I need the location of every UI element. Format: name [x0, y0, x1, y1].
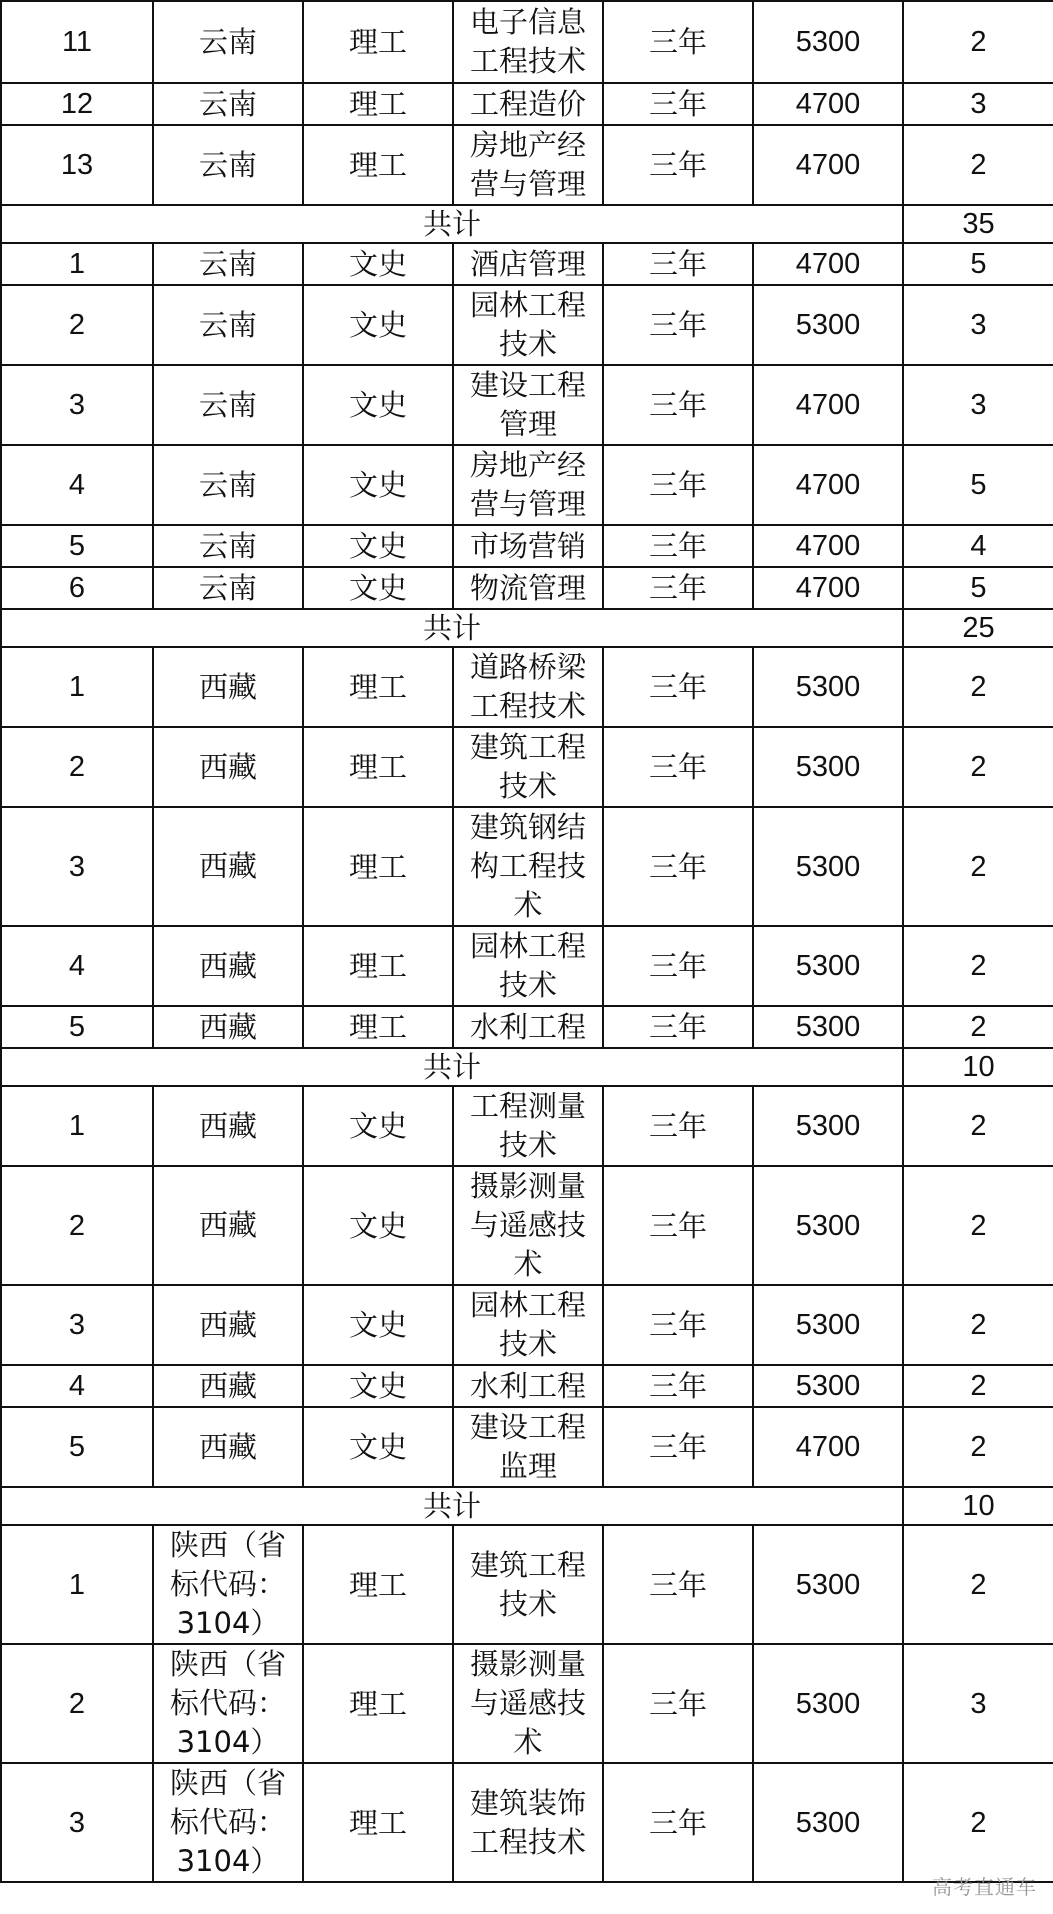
table-row — [1, 1086, 1053, 1166]
duration-cell: 三年 — [603, 727, 753, 807]
duration-cell: 三年 — [603, 567, 753, 609]
table-row — [1, 1525, 1053, 1644]
duration-cell: 三年 — [603, 1006, 753, 1048]
duration-cell: 三年 — [603, 445, 753, 525]
row-number-cell: 3 — [1, 1285, 153, 1365]
quota-cell: 2 — [903, 727, 1053, 807]
category-cell: 文史 — [303, 1365, 453, 1407]
quota-cell: 5 — [903, 243, 1053, 285]
table-row — [1, 1006, 1053, 1048]
duration-cell: 三年 — [603, 926, 753, 1006]
row-number-cell: 2 — [1, 285, 153, 365]
row-number-cell: 3 — [1, 1763, 153, 1882]
quota-cell: 3 — [903, 285, 1053, 365]
quota-cell: 2 — [903, 926, 1053, 1006]
category-cell: 文史 — [303, 285, 453, 365]
duration-cell: 三年 — [603, 1763, 753, 1882]
row-number-cell: 2 — [1, 1166, 153, 1285]
tuition-cell: 4700 — [753, 365, 903, 445]
major-cell: 道路桥梁 工程技术 — [453, 647, 603, 727]
province-cell: 云南 — [153, 525, 303, 567]
province-cell: 西藏 — [153, 1285, 303, 1365]
major-cell: 工程测量 技术 — [453, 1086, 603, 1166]
row-number-cell: 1 — [1, 1525, 153, 1644]
table-row — [1, 647, 1053, 727]
category-cell: 文史 — [303, 1166, 453, 1285]
province-cell: 西藏 — [153, 727, 303, 807]
table-row — [1, 525, 1053, 567]
tuition-cell: 5300 — [753, 807, 903, 926]
duration-cell: 三年 — [603, 1407, 753, 1487]
row-number-cell: 6 — [1, 567, 153, 609]
major-cell: 园林工程 技术 — [453, 1285, 603, 1365]
major-cell: 市场营销 — [453, 525, 603, 567]
major-cell: 园林工程 技术 — [453, 926, 603, 1006]
major-cell: 建筑钢结 构工程技 术 — [453, 807, 603, 926]
tuition-cell: 5300 — [753, 1086, 903, 1166]
duration-cell: 三年 — [603, 1285, 753, 1365]
duration-cell: 三年 — [603, 647, 753, 727]
quota-cell: 2 — [903, 647, 1053, 727]
major-cell: 园林工程 技术 — [453, 285, 603, 365]
province-cell: 云南 — [153, 567, 303, 609]
major-cell: 酒店管理 — [453, 243, 603, 285]
quota-cell: 5 — [903, 567, 1053, 609]
duration-cell: 三年 — [603, 1365, 753, 1407]
province-cell: 西藏 — [153, 647, 303, 727]
tuition-cell: 4700 — [753, 525, 903, 567]
province-cell: 陕西（省 标代码： 3104） — [153, 1525, 303, 1644]
row-number-cell: 1 — [1, 243, 153, 285]
duration-cell: 三年 — [603, 525, 753, 567]
table-row — [1, 926, 1053, 1006]
major-cell: 建筑工程 技术 — [453, 1525, 603, 1644]
row-number-cell: 3 — [1, 365, 153, 445]
table-row — [1, 365, 1053, 445]
category-cell: 理工 — [303, 1644, 453, 1763]
tuition-cell: 5300 — [753, 1, 903, 83]
major-cell: 建筑装饰 工程技术 — [453, 1763, 603, 1882]
quota-cell: 2 — [903, 1365, 1053, 1407]
row-number-cell: 11 — [1, 1, 153, 83]
tuition-cell: 5300 — [753, 1644, 903, 1763]
tuition-cell: 4700 — [753, 567, 903, 609]
province-cell: 云南 — [153, 445, 303, 525]
tuition-cell: 5300 — [753, 647, 903, 727]
duration-cell: 三年 — [603, 365, 753, 445]
category-cell: 文史 — [303, 365, 453, 445]
subtotal-row — [1, 205, 1053, 243]
quota-cell: 2 — [903, 125, 1053, 205]
row-number-cell: 2 — [1, 1644, 153, 1763]
table-row — [1, 727, 1053, 807]
province-cell: 云南 — [153, 285, 303, 365]
row-number-cell: 5 — [1, 1006, 153, 1048]
table-row — [1, 445, 1053, 525]
quota-cell: 2 — [903, 1086, 1053, 1166]
subtotal-label: 共计 — [1, 1048, 903, 1086]
tuition-cell: 4700 — [753, 83, 903, 125]
tuition-cell: 5300 — [753, 926, 903, 1006]
row-number-cell: 2 — [1, 727, 153, 807]
category-cell: 理工 — [303, 1, 453, 83]
table-row — [1, 125, 1053, 205]
province-cell: 西藏 — [153, 1086, 303, 1166]
province-cell: 云南 — [153, 1, 303, 83]
quota-cell: 3 — [903, 365, 1053, 445]
major-cell: 电子信息 工程技术 — [453, 1, 603, 83]
category-cell: 理工 — [303, 926, 453, 1006]
category-cell: 理工 — [303, 1525, 453, 1644]
quota-cell: 2 — [903, 1166, 1053, 1285]
watermark-text: 高考直通车 — [932, 1875, 1037, 1899]
row-number-cell: 4 — [1, 445, 153, 525]
province-cell: 西藏 — [153, 807, 303, 926]
province-cell: 陕西（省 标代码： 3104） — [153, 1644, 303, 1763]
major-cell: 建筑工程 技术 — [453, 727, 603, 807]
row-number-cell: 3 — [1, 807, 153, 926]
duration-cell: 三年 — [603, 125, 753, 205]
subtotal-count: 10 — [903, 1048, 1053, 1086]
category-cell: 文史 — [303, 445, 453, 525]
category-cell: 理工 — [303, 727, 453, 807]
category-cell: 文史 — [303, 1407, 453, 1487]
quota-cell: 4 — [903, 525, 1053, 567]
table-row — [1, 567, 1053, 609]
major-cell: 房地产经 营与管理 — [453, 445, 603, 525]
category-cell: 文史 — [303, 525, 453, 567]
quota-cell: 2 — [903, 1, 1053, 83]
table-row — [1, 83, 1053, 125]
province-cell: 云南 — [153, 243, 303, 285]
row-number-cell: 4 — [1, 926, 153, 1006]
tuition-cell: 5300 — [753, 285, 903, 365]
major-cell: 工程造价 — [453, 83, 603, 125]
major-cell: 摄影测量 与遥感技 术 — [453, 1166, 603, 1285]
duration-cell: 三年 — [603, 1086, 753, 1166]
tuition-cell: 4700 — [753, 1407, 903, 1487]
table-row — [1, 1644, 1053, 1763]
category-cell: 文史 — [303, 567, 453, 609]
row-number-cell: 12 — [1, 83, 153, 125]
category-cell: 文史 — [303, 243, 453, 285]
subtotal-row — [1, 1048, 1053, 1086]
tuition-cell: 5300 — [753, 1525, 903, 1644]
tuition-cell: 4700 — [753, 445, 903, 525]
province-cell: 西藏 — [153, 1006, 303, 1048]
quota-cell: 2 — [903, 1763, 1053, 1882]
duration-cell: 三年 — [603, 807, 753, 926]
table-row — [1, 1166, 1053, 1285]
subtotal-label: 共计 — [1, 1487, 903, 1525]
quota-cell: 2 — [903, 1285, 1053, 1365]
quota-cell: 2 — [903, 1407, 1053, 1487]
duration-cell: 三年 — [603, 1166, 753, 1285]
province-cell: 西藏 — [153, 926, 303, 1006]
major-cell: 物流管理 — [453, 567, 603, 609]
tuition-cell: 5300 — [753, 1006, 903, 1048]
province-cell: 云南 — [153, 125, 303, 205]
duration-cell: 三年 — [603, 1, 753, 83]
row-number-cell: 4 — [1, 1365, 153, 1407]
major-cell: 水利工程 — [453, 1365, 603, 1407]
tuition-cell: 4700 — [753, 243, 903, 285]
duration-cell: 三年 — [603, 285, 753, 365]
subtotal-count: 10 — [903, 1487, 1053, 1525]
province-cell: 西藏 — [153, 1365, 303, 1407]
category-cell: 理工 — [303, 125, 453, 205]
province-cell: 云南 — [153, 365, 303, 445]
quota-cell: 5 — [903, 445, 1053, 525]
subtotal-count: 35 — [903, 205, 1053, 243]
tuition-cell: 5300 — [753, 727, 903, 807]
tuition-cell: 5300 — [753, 1285, 903, 1365]
table-row — [1, 1285, 1053, 1365]
quota-cell: 2 — [903, 1525, 1053, 1644]
row-number-cell: 5 — [1, 525, 153, 567]
duration-cell: 三年 — [603, 1525, 753, 1644]
category-cell: 理工 — [303, 1763, 453, 1882]
major-cell: 房地产经 营与管理 — [453, 125, 603, 205]
table-row — [1, 285, 1053, 365]
subtotal-row — [1, 1487, 1053, 1525]
province-cell: 云南 — [153, 83, 303, 125]
table-row — [1, 807, 1053, 926]
subtotal-label: 共计 — [1, 205, 903, 243]
table-row — [1, 1, 1053, 83]
duration-cell: 三年 — [603, 1644, 753, 1763]
category-cell: 文史 — [303, 1285, 453, 1365]
duration-cell: 三年 — [603, 83, 753, 125]
row-number-cell: 1 — [1, 1086, 153, 1166]
category-cell: 理工 — [303, 1006, 453, 1048]
subtotal-label: 共计 — [1, 609, 903, 647]
category-cell: 理工 — [303, 647, 453, 727]
subtotal-count: 25 — [903, 609, 1053, 647]
major-cell: 水利工程 — [453, 1006, 603, 1048]
province-cell: 陕西（省 标代码： 3104） — [153, 1763, 303, 1882]
tuition-cell: 4700 — [753, 125, 903, 205]
tuition-cell: 5300 — [753, 1365, 903, 1407]
major-cell: 摄影测量 与遥感技 术 — [453, 1644, 603, 1763]
table-row — [1, 1407, 1053, 1487]
category-cell: 理工 — [303, 83, 453, 125]
province-cell: 西藏 — [153, 1407, 303, 1487]
quota-cell: 3 — [903, 83, 1053, 125]
row-number-cell: 1 — [1, 647, 153, 727]
row-number-cell: 13 — [1, 125, 153, 205]
major-cell: 建设工程 监理 — [453, 1407, 603, 1487]
table-row — [1, 1365, 1053, 1407]
subtotal-row — [1, 609, 1053, 647]
table-row — [1, 243, 1053, 285]
row-number-cell: 5 — [1, 1407, 153, 1487]
tuition-cell: 5300 — [753, 1763, 903, 1882]
province-cell: 西藏 — [153, 1166, 303, 1285]
quota-cell: 2 — [903, 807, 1053, 926]
quota-cell: 3 — [903, 1644, 1053, 1763]
quota-cell: 2 — [903, 1006, 1053, 1048]
duration-cell: 三年 — [603, 243, 753, 285]
category-cell: 理工 — [303, 807, 453, 926]
table-row — [1, 1763, 1053, 1882]
tuition-cell: 5300 — [753, 1166, 903, 1285]
table-body — [1, 1, 1053, 1882]
major-cell: 建设工程 管理 — [453, 365, 603, 445]
category-cell: 文史 — [303, 1086, 453, 1166]
